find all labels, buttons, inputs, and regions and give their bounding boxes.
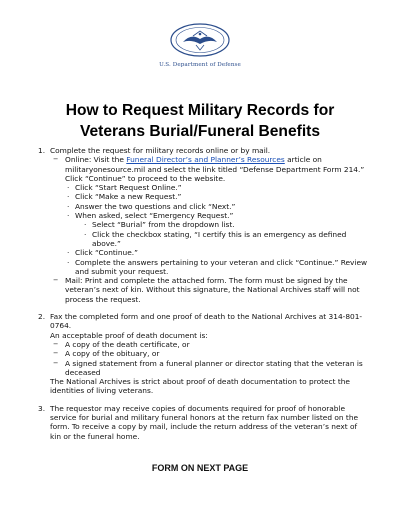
list-item: − A copy of the obituary, or [50,349,368,358]
list-item: · Answer the two questions and click “Next.” [65,202,368,211]
online-substeps [65,183,368,220]
proof-intro: An acceptable proof of death document is: [50,330,208,340]
step-number: 1. [38,146,46,155]
page-title [0,100,400,142]
header [0,22,400,68]
step-text: Complete the request for military records online or by mail. [50,146,271,155]
list-item: · Complete the answers pertaining to your veteran and click “Continue.” Review and submit your request. [65,258,368,277]
emergency-substeps [83,220,368,248]
step-number: 3. [38,403,46,413]
title-line-1: How to Request Military Records for [65,102,335,119]
title-line-2: Veterans Burial/Funeral Benefits [79,123,321,140]
proof-list [50,340,368,377]
step-text: Fax the completed form and one proof of death to the National Archives at 314-801-0764. [50,312,363,331]
list-item: · When asked, select “Emergency Request.” [65,211,368,220]
instructions [38,146,368,441]
method-list [50,155,368,183]
list-item: · Click the checkbox stating, “I certify this is an emergency as defined above.” [83,230,368,249]
step-number: 2. [38,312,46,322]
proof-closing: The National Archives is strict about proof of death documentation to protect the identities of living veterans. [50,377,350,396]
list-item: − A copy of the death certificate, or [50,340,368,349]
resources-link[interactable]: Funeral Director’s and Planner’s Resources [126,155,285,165]
online-substeps-continued [65,248,368,276]
mail-method-list [50,276,368,304]
step-2 [38,312,368,396]
list-item: − A signed statement from a funeral planner or director stating that the veteran is deceased [50,359,368,378]
dod-seal-icon [169,22,231,58]
list-item: · Select “Burial” from the dropdown list. [83,220,368,229]
online-suffix: article on militaryonesource.mil and select the link titled “Defense Department Form 214.” Click “Continue” to proceed to the website. [65,155,365,183]
list-item: · Click “Start Request Online.” [65,183,368,192]
step-3 [38,404,368,441]
list-item-mail: − Mail: Print and complete the attached form. The form must be signed by the veteran’s next of kin. Without this signature, the National Archives staff will not process the request. [50,276,368,304]
step-1 [38,146,368,304]
list-item: · Click “Continue.” [65,248,368,257]
online-prefix: Online: Visit the [65,155,127,165]
list-item-online [50,155,368,183]
list-item: · Click “Make a new Request.” [65,192,368,201]
step-text: The requestor may receive copies of documents required for proof of honorable service for burial and military funeral honors at the return fax number listed on the form. To receive a copy by mail, include the return address of the veteran’s next of kin or the funeral home. [50,403,359,441]
org-name: U.S. Department of Defense [159,62,241,68]
form-next-page-note: FORM ON NEXT PAGE [151,463,249,473]
